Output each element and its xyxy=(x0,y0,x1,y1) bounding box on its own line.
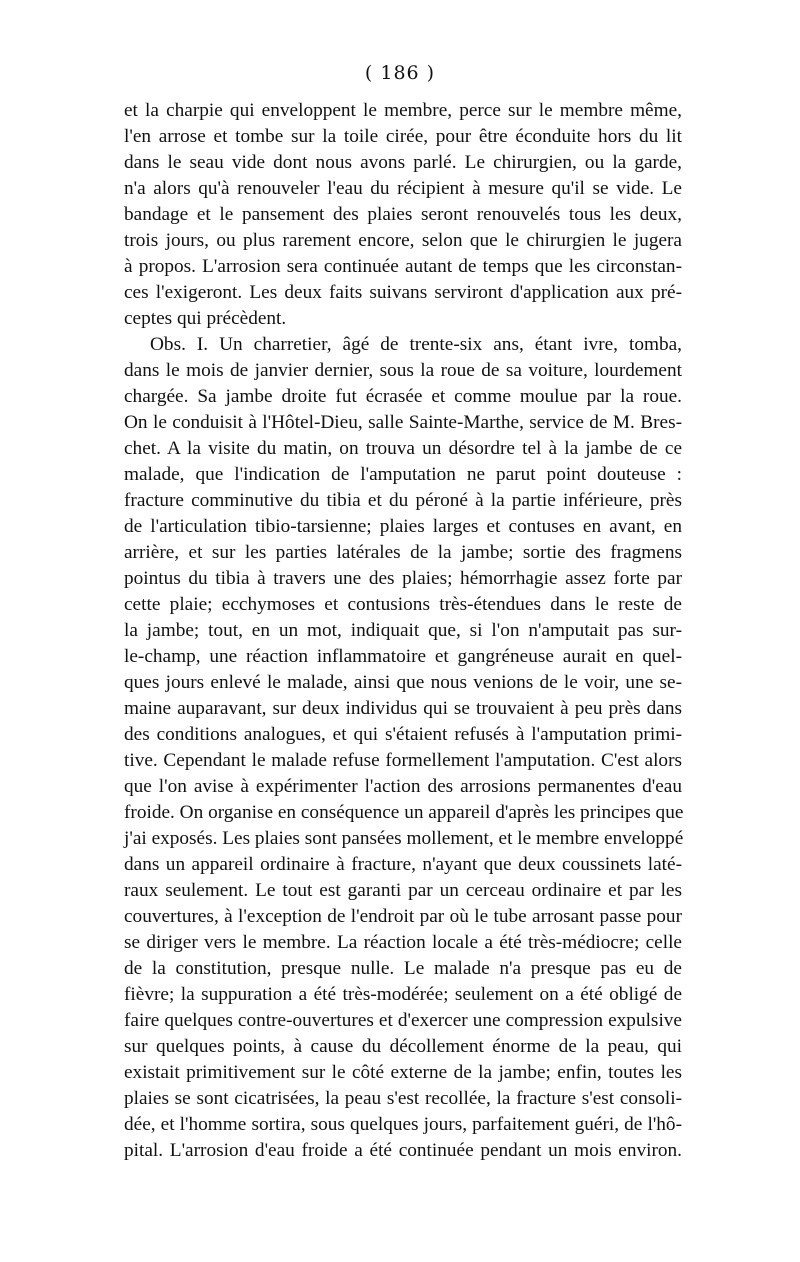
text-line: dée, et l'homme sortira, sous quelques jours, parfaitement guéri, de l'hô- xyxy=(124,1114,682,1135)
text-line: ceptes qui précèdent. xyxy=(124,308,287,329)
text-line: maine auparavant, sur deux individus qui se trouvaient à peu près dans xyxy=(124,698,682,719)
text-line: trois jours, ou plus rarement encore, selon que le chirurgien le jugera xyxy=(124,230,682,251)
text-line: des conditions analogues, et qui s'étaient refusés à l'amputation primi- xyxy=(124,724,682,745)
text-line: fracture comminutive du tibia et du péroné à la partie inférieure, près xyxy=(124,490,682,511)
text-line: j'ai exposés. Les plaies sont pansées mollement, et le membre enveloppé xyxy=(124,828,684,849)
text-line: et la charpie qui enveloppent le membre, perce sur le membre même, xyxy=(124,100,682,121)
text-line: cette plaie; ecchymoses et contusions très-étendues dans le reste de xyxy=(124,594,682,615)
text-line: n'a alors qu'à renouveler l'eau du récipient à mesure qu'il se vide. Le xyxy=(124,178,682,199)
text-line: existait primitivement sur le côté externe de la jambe; enfin, toutes les xyxy=(124,1062,682,1083)
text-line: pital. L'arrosion d'eau froide a été continuée pendant un mois environ. xyxy=(124,1140,682,1161)
text-line: froide. On organise en conséquence un appareil d'après les principes que xyxy=(124,802,684,823)
text-line: le-champ, une réaction inflammatoire et gangréneuse aurait en quel- xyxy=(124,646,682,667)
text-line: de la constitution, presque nulle. Le malade n'a presque pas eu de xyxy=(124,958,682,979)
body-text xyxy=(124,98,682,1164)
text-line: chet. A la visite du matin, on trouva un désordre tel à la jambe de ce xyxy=(124,438,682,459)
text-line: pointus du tibia à travers une des plaies; hémorrhagie assez forte par xyxy=(124,568,682,589)
text-line: On le conduisit à l'Hôtel-Dieu, salle Sainte-Marthe, service de M. Bres- xyxy=(124,412,682,433)
text-line: fièvre; la suppuration a été très-modérée; seulement on a été obligé de xyxy=(124,984,682,1005)
text-line: sur quelques points, à cause du décollement énorme de la peau, qui xyxy=(124,1036,682,1057)
text-line: faire quelques contre-ouvertures et d'exercer une compression expulsive xyxy=(124,1010,682,1031)
text-line: de l'articulation tibio-tarsienne; plaies larges et contuses en avant, en xyxy=(124,516,682,537)
text-line: bandage et le pansement des plaies seront renouvelés tous les deux, xyxy=(124,204,682,225)
text-line: se diriger vers le membre. La réaction locale a été très-médiocre; celle xyxy=(124,932,682,953)
page-number: ( 186 ) xyxy=(364,62,436,84)
text-line: ques jours enlevé le malade, ainsi que nous venions de le voir, une se- xyxy=(124,672,682,693)
text-line: dans le seau vide dont nous avons parlé. Le chirurgien, ou la garde, xyxy=(124,152,682,173)
text-line: chargée. Sa jambe droite fut écrasée et comme moulue par la roue. xyxy=(124,386,682,407)
text-line: malade, que l'indication de l'amputation ne parut point douteuse : xyxy=(124,464,682,485)
text-line: la jambe; tout, en un mot, indiquait que, si l'on n'amputait pas sur- xyxy=(124,620,682,641)
text-line: dans un appareil ordinaire à fracture, n'ayant que deux coussinets laté- xyxy=(124,854,682,875)
text-line: tive. Cependant le malade refuse formellement l'amputation. C'est alors xyxy=(124,750,682,771)
text-line: Obs. I. Un charretier, âgé de trente-six ans, étant ivre, tomba, xyxy=(150,334,682,355)
text-line: arrière, et sur les parties latérales de la jambe; sortie des fragmens xyxy=(124,542,682,563)
text-line: raux seulement. Le tout est garanti par un cerceau ordinaire et par les xyxy=(124,880,682,901)
text-line: ces l'exigeront. Les deux faits suivans serviront d'application aux pré- xyxy=(124,282,682,303)
text-line: plaies se sont cicatrisées, la peau s'est recollée, la fracture s'est consoli- xyxy=(124,1088,682,1109)
text-line: l'en arrose et tombe sur la toile cirée, pour être éconduite hors du lit xyxy=(124,126,682,147)
text-line: couvertures, à l'exception de l'endroit par où le tube arrosant passe pour xyxy=(124,906,682,927)
text-line: à propos. L'arrosion sera continuée autant de temps que les circonstan- xyxy=(124,256,682,277)
text-line: que l'on avise à expérimenter l'action des arrosions permanentes d'eau xyxy=(124,776,682,797)
text-line: dans le mois de janvier dernier, sous la roue de sa voiture, lourdement xyxy=(124,360,682,381)
